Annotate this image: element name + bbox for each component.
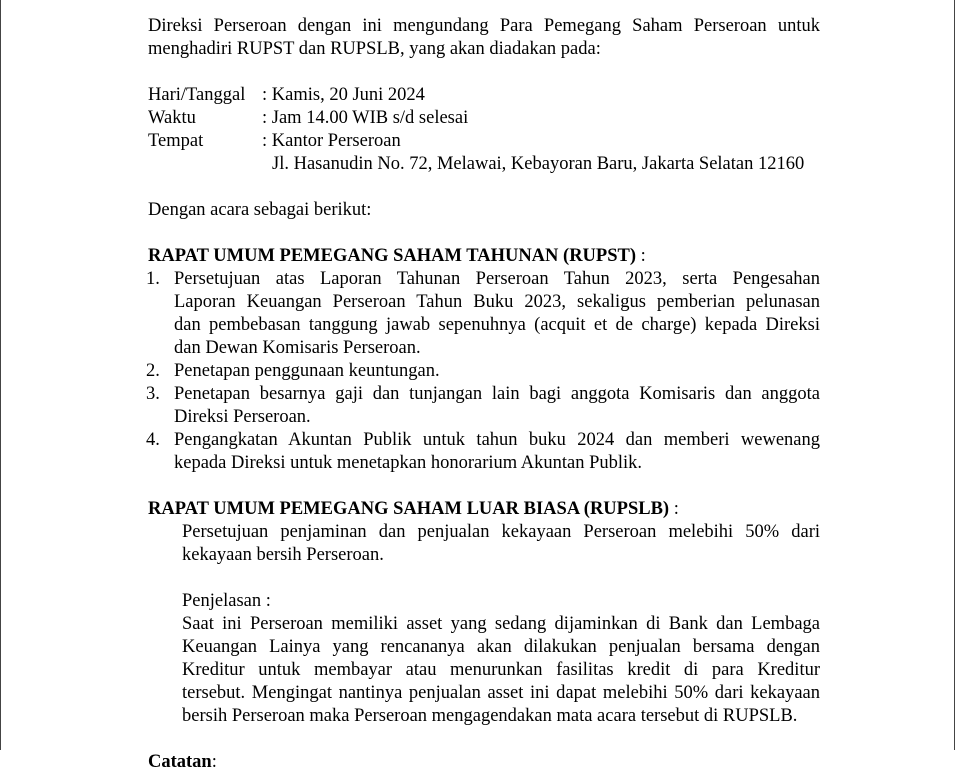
rupslb-heading: RAPAT UMUM PEMEGANG SAHAM LUAR BIASA (RUPSLB)	[148, 499, 670, 519]
rupst-item-line: Penetapan penggunaan keuntungan.	[174, 361, 440, 381]
intro-line-2: menghadiri RUPST dan RUPSLB, yang akan diadakan pada:	[148, 39, 601, 59]
rupst-item-4	[146, 429, 820, 475]
address-line: Jl. Hasanudin No. 72, Melawai, Kebayoran Baru, Jakarta Selatan 12160	[272, 154, 805, 174]
time-value: : Jam 14.00 WIB s/d selesai	[262, 108, 469, 128]
rupst-item-line: Direksi Perseroan.	[174, 407, 311, 427]
agenda-intro: Dengan acara sebagai berikut:	[148, 200, 372, 220]
rupst-item-line: Persetujuan atas Laporan Tahunan Perseroan Tahun 2023, serta Pengesahan	[174, 269, 820, 289]
rupst-item-line: Pengangkatan Akuntan Publik untuk tahun buku 2024 dan memberi wewenang	[174, 430, 820, 450]
intro-line-1: Direksi Perseroan dengan ini mengundang Para Pemegang Saham Perseroan untuk	[148, 16, 820, 36]
explanation-line: bersih Perseroan maka Perseroan mengagendakan mata acara tersebut di RUPSLB.	[182, 706, 798, 726]
rupst-agenda-list	[146, 268, 820, 475]
rupst-item-line: dan pembebasan tanggung jawab sepenuhnya (acquit et de charge) kepada Direksi	[174, 315, 820, 335]
rupslb-agenda-line: kekayaan bersih Perseroan.	[182, 545, 384, 565]
page-border-left	[0, 0, 1, 750]
rupst-item-line: Penetapan besarnya gaji dan tunjangan lain bagi anggota Komisaris dan anggota	[174, 384, 820, 404]
invitation-body	[148, 15, 820, 774]
rupst-heading-line	[148, 245, 820, 268]
date-label: Hari/Tanggal	[148, 85, 246, 105]
explanation-line: Keuangan Lainya yang rencananya akan dilakukan penjualan bersama dengan	[182, 637, 820, 657]
rupst-heading-colon: :	[636, 246, 646, 266]
rupst-item-1	[146, 268, 820, 360]
rupst-item-2	[146, 360, 820, 383]
explanation-line: Kreditur untuk membayar atau menurunkan fasilitas kredit di para Kreditur	[182, 660, 820, 680]
rupst-item-number: 1.	[146, 269, 160, 289]
rupst-item-3	[146, 383, 820, 429]
page-border-right	[954, 0, 955, 750]
notes-heading-line	[148, 751, 820, 774]
rupst-item-line: Laporan Keuangan Perseroan Tahun Buku 2023, sekaligus pemberian pelunasan	[174, 292, 820, 312]
rupslb-agenda-line: Persetujuan penjaminan dan penjualan kekayaan Perseroan melebihi 50% dari	[182, 522, 820, 542]
rupst-item-number: 4.	[146, 430, 160, 450]
place-label: Tempat	[148, 131, 204, 151]
date-row	[148, 84, 820, 107]
place-value: : Kantor Perseroan	[262, 131, 401, 151]
notes-heading: Catatan	[148, 752, 212, 772]
explanation-line: Saat ini Perseroan memiliki asset yang sedang dijaminkan di Bank dan Lembaga	[182, 614, 820, 634]
date-value: : Kamis, 20 Juni 2024	[262, 85, 425, 105]
rupst-item-number: 2.	[146, 361, 160, 381]
notes-colon: :	[211, 752, 217, 772]
rupst-heading: RAPAT UMUM PEMEGANG SAHAM TAHUNAN (RUPST)	[148, 246, 637, 266]
rupslb-agenda	[148, 521, 820, 728]
rupst-item-line: dan Dewan Komisaris Perseroan.	[174, 338, 421, 358]
rupst-item-number: 3.	[146, 384, 160, 404]
rupslb-heading-colon: :	[669, 499, 679, 519]
rupst-item-line: kepada Direksi untuk menetapkan honorarium Akuntan Publik.	[174, 453, 643, 473]
explanation-label: Penjelasan :	[182, 591, 271, 611]
time-label: Waktu	[148, 108, 196, 128]
time-row	[148, 107, 820, 130]
rupslb-heading-line	[148, 498, 820, 521]
explanation-line: tersebut. Mengingat nantinya penjualan asset ini dapat melebihi 50% dari kekayaan	[182, 683, 820, 703]
place-row	[148, 130, 820, 153]
